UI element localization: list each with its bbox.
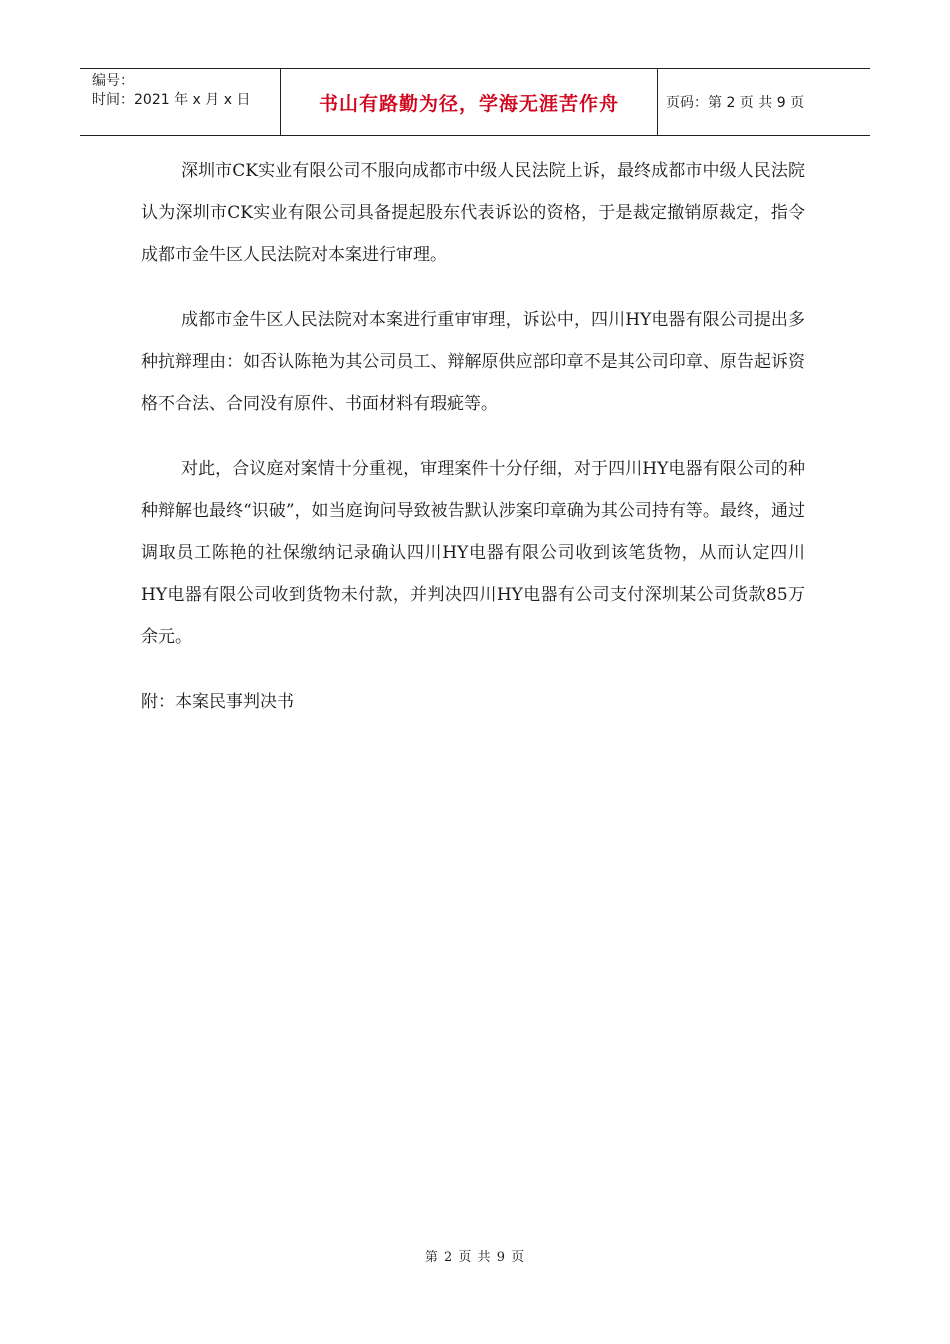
- attachment-note: 附：本案民事判决书: [141, 692, 294, 712]
- page-header: [80, 68, 870, 136]
- document-body: [141, 150, 805, 746]
- paragraph-judgment: 对此，合议庭对案情十分重视，审理案件十分仔细，对于四川HY电器有限公司的种种辩解也最终“识破”，如当庭询问导致被告默认涉案印章确为其公司持有等。最终，通过调取员工陈艳的社保缴纳记录确认四川HY电器有限公司收到该笔货物，从而认定四川HY电器有限公司收到货物未付款，并判决四川HY电器有公司支付深圳某公司货款85万余元。: [141, 459, 805, 647]
- header-meta: [80, 69, 281, 135]
- paragraph-appeal: 深圳市CK实业有限公司不服向成都市中级人民法院上诉，最终成都市中级人民法院认为深圳市CK实业有限公司具备提起股东代表诉讼的资格，于是裁定撤销原裁定，指令成都市金牛区人民法院对本案进行审理。: [141, 161, 805, 265]
- page-footer: 第 2 页 共 9 页: [424, 1250, 526, 1265]
- header-page-code: 页码：第 2 页 共 9 页: [666, 95, 805, 111]
- document-number-label: 编号：: [92, 73, 134, 89]
- paragraph-retrial: 成都市金牛区人民法院对本案进行重审审理，诉讼中，四川HY电器有限公司提出多种抗辩理由：如否认陈艳为其公司员工、辩解原供应部印章不是其公司印章、原告起诉资格不合法、合同没有原件、书面材料有瑕疵等。: [141, 310, 805, 414]
- document-date: 时间：2021 年 x 月 x 日: [92, 92, 251, 108]
- header-motto: 书山有路勤为径，学海无涯苦作舟: [281, 69, 658, 135]
